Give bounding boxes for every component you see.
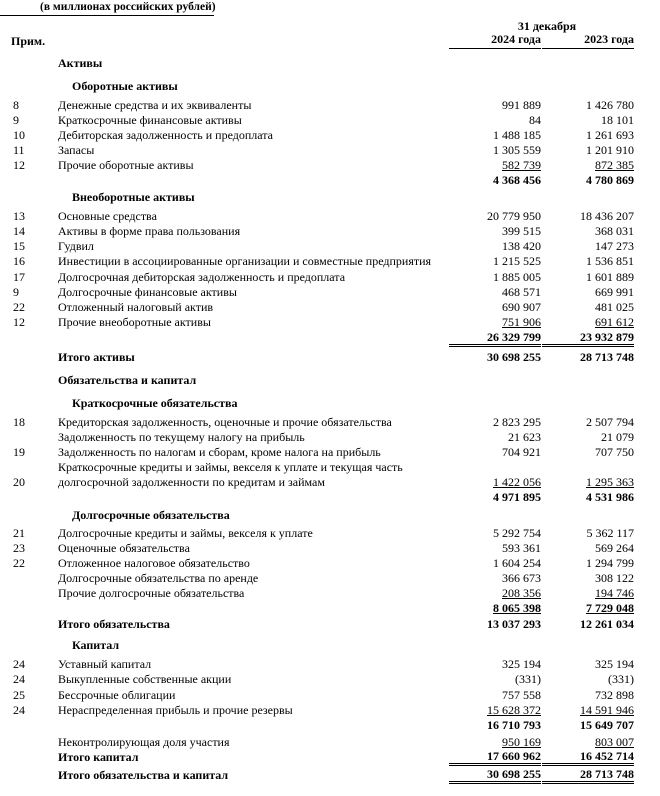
value-2023: 28 713 748 <box>580 350 634 364</box>
table-row <box>0 396 660 411</box>
row-label: Долгосрочные кредиты и займы, векселя к уплате <box>58 526 313 540</box>
value-2023: 18 436 207 <box>580 209 634 223</box>
table-row <box>0 526 660 541</box>
table-row <box>0 209 660 224</box>
value-2024: 1 604 254 <box>493 556 541 570</box>
row-note: 25 <box>13 688 25 702</box>
table-row <box>0 445 660 460</box>
row-label: Уставный капитал <box>58 657 152 671</box>
row-note: 15 <box>13 239 25 253</box>
value-2024: 15 628 372 <box>487 703 541 717</box>
value-2023: 1 294 799 <box>586 556 634 570</box>
table-row <box>0 718 660 733</box>
row-label: Неконтролирующая доля участия <box>58 735 230 749</box>
table-row <box>0 56 660 71</box>
value-2024: 593 361 <box>502 541 541 555</box>
row-label: Итого активы <box>58 350 135 364</box>
value-2024: 208 356 <box>502 586 541 600</box>
row-note: 20 <box>13 475 25 489</box>
row-note: 9 <box>13 285 19 299</box>
table-row <box>0 113 660 128</box>
value-2024: 138 420 <box>502 239 541 253</box>
value-2023: 1 261 693 <box>586 128 634 142</box>
value-2024: 20 779 950 <box>487 209 541 223</box>
value-2024: 1 885 005 <box>493 270 541 284</box>
table-row <box>0 173 660 188</box>
value-2024: 26 329 799 <box>449 331 541 347</box>
row-label: Долгосрочные обязательства по аренде <box>58 571 259 585</box>
value-2023: 28 713 748 <box>542 768 634 784</box>
value-2023: 569 264 <box>595 541 634 555</box>
row-label: Краткосрочные финансовые активы <box>58 113 242 127</box>
row-label: Долгосрочные обязательства <box>72 508 230 522</box>
date-header: 31 декабря <box>517 19 577 33</box>
value-2023: 18 101 <box>601 113 634 127</box>
value-2024: 21 623 <box>508 430 541 444</box>
table-row <box>0 331 660 346</box>
table-row <box>0 143 660 158</box>
table-row <box>0 768 660 783</box>
row-note: 22 <box>13 300 25 314</box>
table-row <box>0 415 660 430</box>
row-label: Гудвил <box>58 239 94 253</box>
table-row <box>0 703 660 718</box>
row-note: 11 <box>13 143 25 157</box>
value-2023: 16 452 714 <box>542 750 634 766</box>
value-2024: (331) <box>515 672 541 686</box>
value-2023: 194 746 <box>595 586 634 600</box>
value-2024: 13 037 293 <box>487 617 541 631</box>
row-label: Внеоборотные активы <box>72 190 195 204</box>
value-2024: 704 921 <box>502 445 541 459</box>
table-row <box>0 158 660 173</box>
table-row <box>0 657 660 672</box>
row-label: Отложенный налоговый актив <box>58 300 214 314</box>
row-label: Оценочные обязательства <box>58 541 190 555</box>
value-2023: 15 649 707 <box>580 718 634 732</box>
table-row <box>0 601 660 616</box>
value-2024: 399 515 <box>502 224 541 238</box>
value-2023: 5 362 117 <box>586 526 634 540</box>
table-row <box>0 672 660 687</box>
row-label: Оборотные активы <box>72 79 178 93</box>
value-2024: 468 571 <box>502 285 541 299</box>
value-2024: 1 488 185 <box>493 128 541 142</box>
value-2024: 1 305 559 <box>493 143 541 157</box>
value-2023: 872 385 <box>595 158 634 172</box>
value-2024: 5 292 754 <box>493 526 541 540</box>
column-header-2024: 2024 года <box>449 32 541 49</box>
value-2024: 4 971 895 <box>493 490 541 504</box>
table-row <box>0 571 660 586</box>
value-2023: 1 536 851 <box>586 254 634 268</box>
value-2024: 84 <box>529 113 541 127</box>
row-label: Краткосрочные обязательства <box>72 396 238 410</box>
row-label: Отложенное налоговое обязательство <box>58 556 250 570</box>
table-row <box>0 270 660 285</box>
table-row <box>0 735 660 750</box>
table-row <box>0 541 660 556</box>
table-row <box>0 638 660 653</box>
value-2023: 4 780 869 <box>586 173 634 187</box>
table-row <box>0 224 660 239</box>
row-label: Задолженность по текущему налогу на прибыль <box>58 430 305 444</box>
unit-caption: (в миллионах российских рублей) <box>40 1 216 13</box>
table-row <box>0 239 660 254</box>
value-2024: 16 710 793 <box>487 718 541 732</box>
row-note: 18 <box>13 415 25 429</box>
row-label: Задолженность по налогам и сборам, кроме налога на прибыль <box>58 445 381 459</box>
row-label: Обязательства и капитал <box>58 373 197 387</box>
row-note: 24 <box>13 703 25 717</box>
table-row <box>0 490 660 505</box>
value-2024: 4 368 456 <box>493 173 541 187</box>
row-label: Бессрочные облигации <box>58 688 176 702</box>
value-2023: 12 261 034 <box>580 617 634 631</box>
row-label: Прочие оборотные активы <box>58 158 194 172</box>
value-2023: 147 273 <box>595 239 634 253</box>
row-note: 16 <box>13 254 25 268</box>
value-2024: 1 422 056 <box>493 475 541 489</box>
table-row <box>0 586 660 601</box>
value-2023: 1 601 889 <box>586 270 634 284</box>
value-2023: 707 750 <box>595 445 634 459</box>
row-label: Итого обязательства и капитал <box>58 768 229 782</box>
row-label: Запасы <box>58 143 95 157</box>
value-2023: 325 194 <box>595 657 634 671</box>
row-label: Кредиторская задолженность, оценочные и прочие обязательства <box>58 415 392 429</box>
table-row <box>0 300 660 315</box>
row-label: Долгосрочная дебиторская задолженность и предоплата <box>58 270 346 284</box>
value-2023: 2 507 794 <box>586 415 634 429</box>
row-label: Денежные средства и их эквиваленты <box>58 98 252 112</box>
table-row <box>0 190 660 205</box>
value-2024: 751 906 <box>502 315 541 329</box>
table-row <box>0 285 660 300</box>
row-label: Прочие долгосрочные обязательства <box>58 586 245 600</box>
row-note: 21 <box>13 526 25 540</box>
row-label: Нераспределенная прибыль и прочие резервы <box>58 703 293 717</box>
row-label: Капитал <box>72 638 120 652</box>
value-2024: 8 065 398 <box>493 601 541 615</box>
table-row <box>0 128 660 143</box>
value-2024: 582 739 <box>502 158 541 172</box>
value-2023: 669 991 <box>595 285 634 299</box>
table-row <box>0 475 660 490</box>
column-header-2023: 2023 года <box>542 32 634 49</box>
value-2023: 4 531 986 <box>586 490 634 504</box>
table-row <box>0 350 660 365</box>
row-label: Краткосрочные кредиты и займы, векселя к уплате и текущая часть <box>58 460 403 474</box>
table-row <box>0 508 660 523</box>
row-label: Выкупленные собственные акции <box>58 672 232 686</box>
row-note: 22 <box>13 556 25 570</box>
row-label: Долгосрочные финансовые активы <box>58 285 237 299</box>
table-row <box>0 460 660 475</box>
row-label: Прочие внеоборотные активы <box>58 315 211 329</box>
value-2023: 691 612 <box>595 315 634 329</box>
table-row <box>0 254 660 269</box>
value-2024: 2 823 295 <box>493 415 541 429</box>
row-label: Активы <box>58 56 103 70</box>
note-column-header: Прим. <box>11 34 46 48</box>
value-2023: 803 007 <box>595 735 634 749</box>
row-note: 10 <box>13 128 25 142</box>
value-2024: 757 558 <box>502 688 541 702</box>
row-note: 19 <box>13 445 25 459</box>
table-row <box>0 430 660 445</box>
table-row <box>0 79 660 94</box>
row-note: 12 <box>13 315 25 329</box>
row-label: Основные средства <box>58 209 157 223</box>
row-note: 17 <box>13 270 25 284</box>
row-label: Итого обязательства <box>58 617 170 631</box>
value-2023: 14 591 946 <box>580 703 634 717</box>
value-2024: 17 660 962 <box>449 750 541 766</box>
value-2023: 1 295 363 <box>586 475 634 489</box>
value-2023: 7 729 048 <box>586 601 634 615</box>
row-note: 14 <box>13 224 25 238</box>
value-2023: 308 122 <box>595 571 634 585</box>
value-2023: 1 426 780 <box>586 98 634 112</box>
value-2024: 30 698 255 <box>449 768 541 784</box>
value-2024: 366 673 <box>502 571 541 585</box>
row-note: 23 <box>13 541 25 555</box>
value-2024: 1 215 525 <box>493 254 541 268</box>
value-2023: 21 079 <box>601 430 634 444</box>
table-row <box>0 373 660 388</box>
value-2023: 481 025 <box>595 300 634 314</box>
value-2023: 1 201 910 <box>586 143 634 157</box>
row-note: 24 <box>13 672 25 686</box>
table-row <box>0 556 660 571</box>
table-row <box>0 315 660 330</box>
value-2024: 950 169 <box>502 735 541 749</box>
value-2024: 690 907 <box>502 300 541 314</box>
table-row <box>0 688 660 703</box>
row-label: Активы в форме права пользования <box>58 224 241 238</box>
row-note: 12 <box>13 158 25 172</box>
value-2024: 30 698 255 <box>487 350 541 364</box>
value-2023: 23 932 879 <box>542 331 634 347</box>
row-note: 24 <box>13 657 25 671</box>
row-label: Инвестиции в ассоциированные организации и совместные предприятия <box>58 254 432 268</box>
row-label: Дебиторская задолженность и предоплата <box>58 128 273 142</box>
value-2024: 991 889 <box>502 98 541 112</box>
top-rule <box>0 15 214 16</box>
row-label: долгосрочной задолженности по кредитам и займам <box>58 475 325 489</box>
table-row <box>0 617 660 632</box>
value-2023: 732 898 <box>595 688 634 702</box>
table-row <box>0 750 660 765</box>
row-note: 9 <box>13 113 19 127</box>
row-note: 8 <box>13 98 19 112</box>
table-row <box>0 98 660 113</box>
row-label: Итого капитал <box>58 750 139 764</box>
value-2024: 325 194 <box>502 657 541 671</box>
row-note: 13 <box>13 209 25 223</box>
value-2023: 368 031 <box>595 224 634 238</box>
value-2023: (331) <box>608 672 634 686</box>
